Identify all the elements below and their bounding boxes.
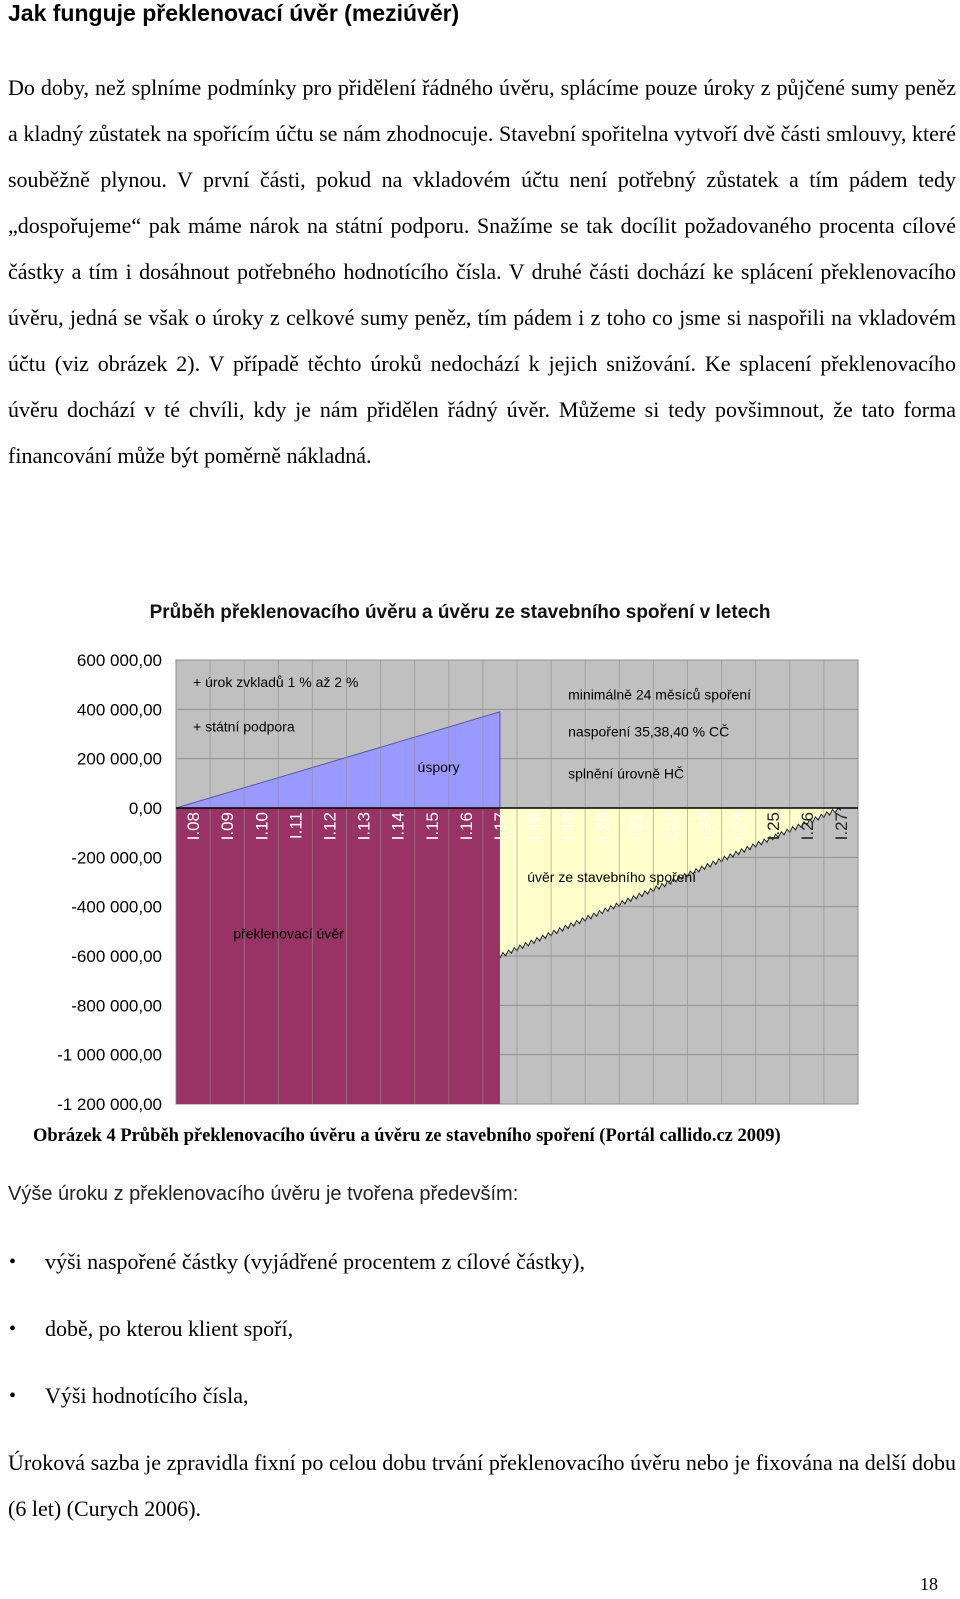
x-tick-label: I.10 — [252, 812, 272, 841]
x-tick-label: I.20 — [593, 812, 613, 841]
x-tick-label: I.14 — [388, 812, 408, 841]
list-item — [0, 1312, 960, 1379]
figure-caption: Obrázek 4 Průběh překlenovacího úvěru a úvěru ze stavebního spoření (Portál callido.cz 2009) — [33, 1126, 781, 1146]
series-label: úspory — [417, 759, 460, 776]
list-intro: Výše úroku z překlenovacího úvěru je tvořena především: — [8, 1183, 519, 1205]
x-tick-label: I.09 — [218, 812, 238, 841]
body-paragraph-2: Úroková sazba je zpravidla fixní po celou dobu trvání překlenovacího úvěru nebo je fixována na delší dobu (6 let) (Curych 2006). — [8, 1450, 956, 1521]
x-tick-label: I.15 — [422, 812, 442, 841]
list-item-text: době, po kterou klient spoří, — [45, 1316, 294, 1341]
bullet-icon: • — [9, 1318, 17, 1340]
x-tick-label: I.22 — [661, 812, 681, 841]
body-paragraph: Do doby, než splníme podmínky pro přidělení řádného úvěru, splácíme pouze úroky z půjčené sumy peněz a kladný zůstatek na spořícím účtu se nám zhodnocuje. Stavební spořitelna vytvoří dvě části smlouvy, které souběžně plynou. V první části, pokud na vkladovém účtu není potřebný zůstatek a tím pádem tedy „dospořujeme“ pak máme nárok na státní podporu. Snažíme se tak docílit požadovaného procenta cílové částky a tím i dosáhnout potřebného hodnotícího čísla. V druhé části dochází ke splácení překlenovacího úvěru, jedná se však o úroky z celkové sumy peněz, tím pádem i z toho co jsme si naspořili na vkladovém účtu (viz obrázek 2). V případě těchto úroků nedochází k jejich snižování. Ke splacení překlenovacího úvěru dochází v té chvíli, kdy je nám přidělen řádný úvěr. Můžeme si tedy povšimnout, že tato forma financování může být poměrně nákladná. — [8, 75, 956, 468]
bullet-icon: • — [9, 1385, 17, 1407]
x-tick-label: I.12 — [320, 812, 340, 841]
y-tick-label: -400 000,00 — [71, 897, 162, 917]
y-tick-label: 600 000,00 — [76, 651, 162, 670]
y-tick-label: -1 200 000,00 — [57, 1095, 162, 1114]
x-tick-label: I.26 — [797, 812, 817, 841]
x-tick-label: I.21 — [627, 812, 647, 841]
series-bridging-loan-area — [176, 808, 500, 1104]
section-heading: Jak funguje překlenovací úvěr (meziúvěr) — [8, 0, 460, 26]
x-tick-label: I.27 — [831, 812, 851, 841]
page-number: 18 — [920, 1574, 938, 1594]
bullet-icon: • — [9, 1251, 17, 1273]
chart-annotation: + úrok zvkladů 1 % až 2 % — [193, 674, 359, 691]
series-label: úvěr ze stavebního spoření — [527, 869, 697, 885]
x-tick-label: I.17 — [490, 812, 510, 841]
y-tick-label: -800 000,00 — [71, 996, 162, 1016]
bridging-loan-chart — [0, 590, 960, 1120]
list-item — [0, 1245, 960, 1312]
y-tick-label: -600 000,00 — [71, 947, 162, 966]
x-tick-label: I.11 — [286, 812, 306, 840]
chart-title: Průběh překlenovacího úvěru a úvěru ze stavebního spoření v letech — [149, 602, 771, 623]
x-tick-label: I.23 — [695, 812, 715, 841]
y-tick-label: 200 000,00 — [76, 749, 162, 769]
y-tick-label: -1 000 000,00 — [57, 1045, 162, 1065]
list-item-text: výši naspořené částky (vyjádřené procentem z cílové částky), — [45, 1249, 586, 1274]
x-tick-label: I.24 — [729, 812, 749, 841]
list-item-text: Výši hodnotícího čísla, — [45, 1383, 249, 1408]
list-item — [0, 1379, 960, 1446]
x-tick-label: I.13 — [354, 812, 374, 841]
y-tick-label: 400 000,00 — [76, 700, 162, 720]
chart-annotation: splnění úrovně HČ — [568, 765, 685, 782]
chart-y-axis — [57, 651, 162, 1114]
x-tick-label: I.08 — [184, 812, 204, 841]
chart-annotation: naspoření 35,38,40 % CČ — [568, 723, 730, 740]
x-tick-label: I.25 — [763, 812, 783, 841]
chart-annotation: + státní podpora — [193, 718, 295, 735]
y-tick-label: -200 000,00 — [71, 848, 162, 868]
y-tick-label: 0,00 — [128, 799, 162, 818]
x-tick-label: I.16 — [456, 812, 476, 841]
x-tick-label: I.19 — [559, 812, 579, 841]
chart-annotation: minimálně 24 měsíců spoření — [568, 686, 752, 703]
series-label: překlenovací úvěr — [233, 925, 344, 942]
x-tick-label: I.18 — [525, 812, 545, 841]
bullet-list — [0, 1245, 960, 1446]
